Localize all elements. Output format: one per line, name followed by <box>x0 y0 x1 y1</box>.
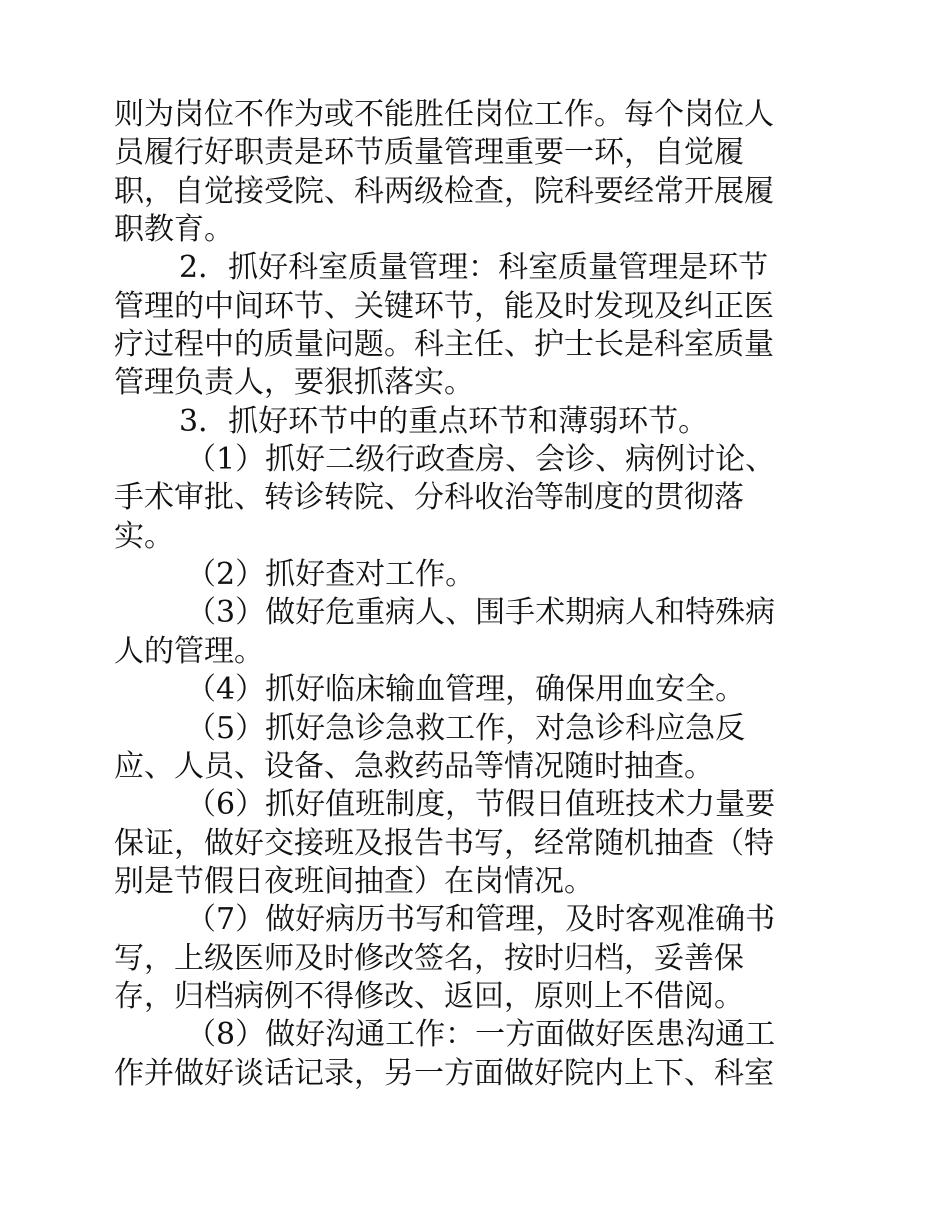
text-line: 职，自觉接受院、科两级检查，院科要经常开展履 <box>114 173 774 209</box>
list-item-6: （6）抓好值班制度，节假日值班技术力量要 <box>186 787 776 823</box>
text-line: 别是节假日夜班间抽查）在岗情况。 <box>114 863 594 899</box>
text-line: 疗过程中的质量问题。科主任、护士长是科室质量 <box>114 327 774 363</box>
section-heading-2: 2．抓好科室质量管理：科室质量管理是环节 <box>179 250 769 286</box>
text-line: 员履行好职责是环节质量管理重要一环，自觉履 <box>114 135 744 171</box>
list-item-3: （3）做好危重病人、围手术期病人和特殊病 <box>186 595 776 631</box>
list-item-2: （2）抓好查对工作。 <box>186 557 476 593</box>
text-line: 手术审批、转诊转院、分科收治等制度的贯彻落 <box>114 480 744 516</box>
text-line: 应、人员、设备、急救药品等情况随时抽查。 <box>114 748 714 784</box>
text-line: 保证，做好交接班及报告书写，经常随机抽查（特 <box>114 825 774 861</box>
document-body <box>114 96 844 1093</box>
list-item-1: （1）抓好二级行政查房、会诊、病例讨论、 <box>186 442 776 478</box>
section-heading-3: 3．抓好环节中的重点环节和薄弱环节。 <box>179 403 709 439</box>
list-item-8: （8）做好沟通工作：一方面做好医患沟通工 <box>186 1017 776 1053</box>
text-line: 作并做好谈话记录，另一方面做好院内上下、科室 <box>114 1055 774 1091</box>
text-line: 写，上级医师及时修改签名，按时归档，妥善保 <box>114 940 744 976</box>
text-line: 职教育。 <box>114 212 234 248</box>
text-line: 人的管理。 <box>114 633 264 669</box>
list-item-4: （4）抓好临床输血管理，确保用血安全。 <box>186 672 746 708</box>
list-item-5: （5）抓好急诊急救工作，对急诊科应急反 <box>186 710 746 746</box>
list-item-7: （7）做好病历书写和管理，及时客观准确书 <box>186 902 776 938</box>
text-line: 存，归档病例不得修改、返回，原则上不借阅。 <box>114 978 744 1014</box>
text-line: 管理的中间环节、关键环节，能及时发现及纠正医 <box>114 288 774 324</box>
text-line: 管理负责人，要狠抓落实。 <box>114 365 474 401</box>
text-line: 实。 <box>114 518 174 554</box>
text-line: 则为岗位不作为或不能胜任岗位工作。每个岗位人 <box>114 97 774 132</box>
